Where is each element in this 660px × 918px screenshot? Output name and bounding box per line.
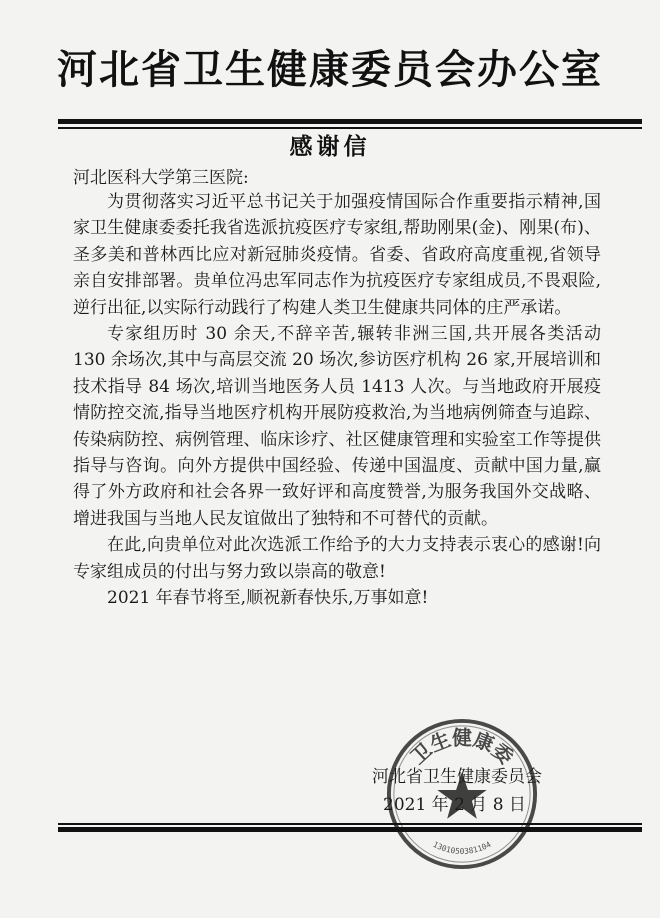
salutation: 河北医科大学第三医院:: [73, 168, 249, 188]
organization-header: 河北省卫生健康委员会办公室: [57, 47, 603, 93]
paragraph: 为贯彻落实习近平总书记关于加强疫情国际合作重要指示精神,国家卫生健康委委托我省选派抗疫医疗专家组,帮助刚果(金)、刚果(布)、圣多美和普林西比应对新冠肺炎疫情。省委、省政府高度重视,省领导亲自安排部署。贵单位冯忠军同志作为抗疫医疗专家组成员,不畏艰险,逆行出征,以实际行动践行了构建人类卫生健康共同体的庄严承诺。: [73, 192, 601, 318]
paragraph: 专家组历时 30 余天,不辞辛苦,辗转非洲三国,共开展各类活动 130 余场次,其中与高层交流 20 场次,参访医疗机构 26 家,开展培训和技术指导 84 场次,培训当地医务人员 1413 人次。与当地政府开展疫情防控交流,指导当地医疗机构开展防疫救治,为当地病例筛查与追踪、传染病防控、病例管理、临床诊疗、社区健康管理和实验室工作等提供指导与咨询。向外方提供中国经验、传递中国温度、贡献中国力量,赢得了外方政府和社会各界一致好评和高度赞誉,为服务我国外交战略、增进我国与当地人民友谊做出了独特和不可替代的贡献。: [73, 324, 601, 529]
document-title: 感谢信: [289, 134, 371, 160]
seal-arc-text: 卫生健康委: [406, 726, 518, 770]
footer-rule-thin: [58, 823, 642, 825]
seal-number: 1301050381104: [431, 839, 493, 856]
signature-date: 2021 年 2 月 8 日: [383, 795, 526, 815]
paragraph: 在此,向贵单位对此次选派工作给予的大力支持表示衷心的感谢!向专家组成员的付出与努力致以崇高的敬意!: [73, 535, 601, 582]
signature-org: 河北省卫生健康委员会: [372, 767, 542, 787]
footer-rule-thick: [58, 827, 642, 832]
svg-text:1301050381104: [431, 840, 492, 856]
letter-body: [73, 189, 601, 612]
closing-greeting: 2021 年春节将至,顺祝新春快乐,万事如意!: [107, 588, 429, 609]
header-rule-thick: [58, 119, 642, 124]
